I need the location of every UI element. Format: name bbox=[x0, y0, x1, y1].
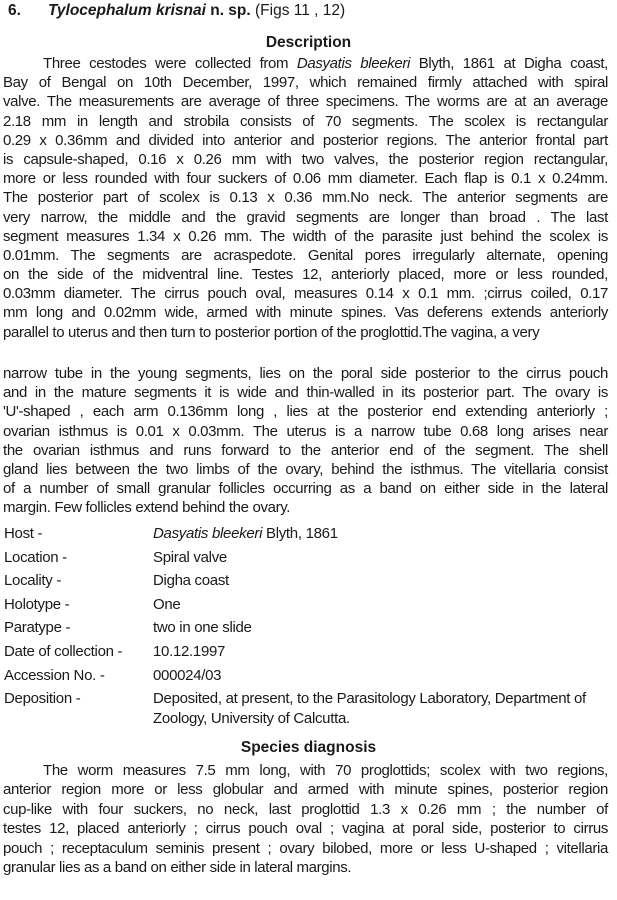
record-value bbox=[153, 616, 614, 640]
record-row bbox=[4, 546, 614, 570]
text-line: of a number of small granular follicles occurring as a band on either side in the lateral bbox=[3, 480, 608, 498]
text-line: Bay of Bengal on 10th December, 1997, which remained firmly attached with spiral bbox=[3, 74, 608, 92]
text-line: more or less rounded with four suckers of 0.06 mm diameter. Each flap is 0.1 x 0.24mm. bbox=[3, 170, 608, 188]
diagnosis-paragraph bbox=[3, 761, 608, 877]
record-label: Location - bbox=[4, 548, 67, 566]
text-line: margin. Few follicles extend behind the ovary. bbox=[3, 499, 291, 517]
text-line: The worm measures 7.5 mm long, with 70 proglottids; scolex with two regions, bbox=[43, 762, 608, 779]
record-value-text: Spiral valve bbox=[153, 548, 227, 566]
record-row bbox=[4, 569, 614, 593]
description-paragraph-2 bbox=[3, 364, 608, 518]
figure-reference: (Figs 11 , 12) bbox=[250, 2, 346, 19]
record-label: Paratype - bbox=[4, 619, 71, 637]
record-value-text: two in one slide bbox=[153, 619, 252, 637]
record-row bbox=[4, 640, 614, 664]
record-label: Accession No. - bbox=[4, 666, 105, 684]
record-value-text: Digha coast bbox=[153, 572, 229, 590]
text-line: segment measures 1.34 x 0.26 mm. The width of the parasite just behind the scolex is bbox=[3, 227, 608, 245]
section-heading bbox=[8, 2, 345, 20]
text-line: mm long and 0.02mm wide, armed with minute spines. Vas deferens extends anteriorly bbox=[3, 304, 608, 322]
text-line: parallel to uterus and then turn to posterior portion of the proglottid.The vagina, a very bbox=[3, 323, 540, 341]
description-title: Description bbox=[265, 34, 352, 51]
record-value bbox=[153, 640, 614, 664]
record-row bbox=[4, 593, 614, 617]
record-value-text: 10.12.1997 bbox=[153, 642, 226, 660]
text-line: very narrow, the middle and the gravid segments are longer than broad . The last bbox=[3, 208, 608, 226]
text-line: 0.03mm diameter. The cirrus pouch oval, measures 0.14 x 0.1 mm. ;cirrus coiled, 0.17 bbox=[3, 285, 608, 303]
record-label: Deposition - bbox=[4, 690, 81, 708]
text-line: 0.29 x 0.36mm and divided into anterior and posterior regions. The anterior frontal part bbox=[3, 131, 608, 149]
record-row bbox=[4, 616, 614, 640]
record-label: Date of collection - bbox=[4, 642, 123, 660]
record-value bbox=[153, 689, 614, 729]
section-number: 6. bbox=[8, 2, 21, 19]
text-line: The posterior part of scolex is 0.13 x 0.36 mm.No neck. The anterior segments are bbox=[3, 189, 608, 207]
text-line: valve. The measurements are average of three specimens. The worms are at an average bbox=[3, 93, 608, 111]
record-value-text: 000024/03 bbox=[153, 666, 222, 684]
text-line: anterior region more or less globular and armed with minute spines, posterior region bbox=[3, 781, 608, 799]
text-line: ovarian isthmus is 0.01 x 0.03mm. The uterus is a narrow tube 0.68 long arises near bbox=[3, 422, 608, 440]
record-value bbox=[153, 522, 614, 546]
text-line: narrow tube in the young segments, lies on the poral side posterior to the cirrus pouch bbox=[3, 365, 608, 382]
text-line: gland lies between the two limbs of the ovary, behind the isthmus. The vitellaria consist bbox=[3, 460, 608, 478]
text-line: 2.18 mm in length and strobila consists of 70 segments. The scolex is rectangular bbox=[3, 112, 608, 130]
record-value-text: One bbox=[153, 595, 181, 613]
text-line: and in the mature segments it is wide and thin-walled in its posterior part. The ovary is bbox=[3, 384, 608, 402]
record-value-text: Deposited, at present, to the Parasitology Laboratory, Department of Zoology, University of Calcutta. bbox=[153, 690, 586, 728]
species-name: Tylocephalum krisnai bbox=[48, 2, 206, 19]
text-line: on the side of the midventral line. Testes 12, anteriorly placed, more or less rounded, bbox=[3, 266, 608, 284]
text-line: the ovarian isthmus and runs forward to the anterior end of the segment. The shell bbox=[3, 441, 608, 459]
text-line: pouch ; receptaculum seminis present ; ovary bilobed, more or less U-shaped ; vitellaria bbox=[3, 839, 608, 857]
text-line: granular lies as a band on either side in lateral margins. bbox=[3, 858, 352, 876]
diagnosis-title: Species diagnosis bbox=[240, 739, 377, 756]
record-value bbox=[153, 664, 614, 688]
record-label: Locality - bbox=[4, 572, 62, 590]
text-line: is capsule-shaped, 0.16 x 0.26 mm with two valves, the posterior region rectangular, bbox=[3, 150, 608, 168]
text-line: 0.01mm. The segments are acraspedote. Genital pores irregularly alternate, opening bbox=[3, 246, 608, 264]
record-row bbox=[4, 522, 614, 546]
record-value bbox=[153, 546, 614, 570]
text-line: cup-like with four suckers, no neck, last proglottid 1.3 x 0.26 mm ; the number of bbox=[3, 800, 608, 818]
specimen-records bbox=[4, 522, 614, 729]
record-value bbox=[153, 593, 614, 617]
record-value-text: Blyth, 1861 bbox=[262, 525, 338, 542]
record-value-italic: Dasyatis bleekeri bbox=[153, 525, 263, 542]
text-line: 'U'-shaped , each arm 0.136mm long , lies at the posterior end extending anteriorly ; bbox=[3, 403, 608, 421]
description-paragraph-1 bbox=[3, 54, 608, 342]
record-label: Holotype - bbox=[4, 595, 70, 613]
record-value bbox=[153, 569, 614, 593]
new-species-tag: n. sp. bbox=[205, 2, 251, 19]
text-line: Three cestodes were collected from Dasyatis bleekeri Blyth, 1861 at Digha coast, bbox=[43, 55, 608, 72]
text-line: testes 12, placed anteriorly ; cirrus pouch oval ; vagina at poral side, posterior to cirrus bbox=[3, 820, 608, 838]
record-label: Host - bbox=[4, 525, 43, 542]
record-row bbox=[4, 687, 614, 729]
record-row bbox=[4, 664, 614, 688]
host-name: Dasyatis bleekeri bbox=[296, 55, 411, 72]
